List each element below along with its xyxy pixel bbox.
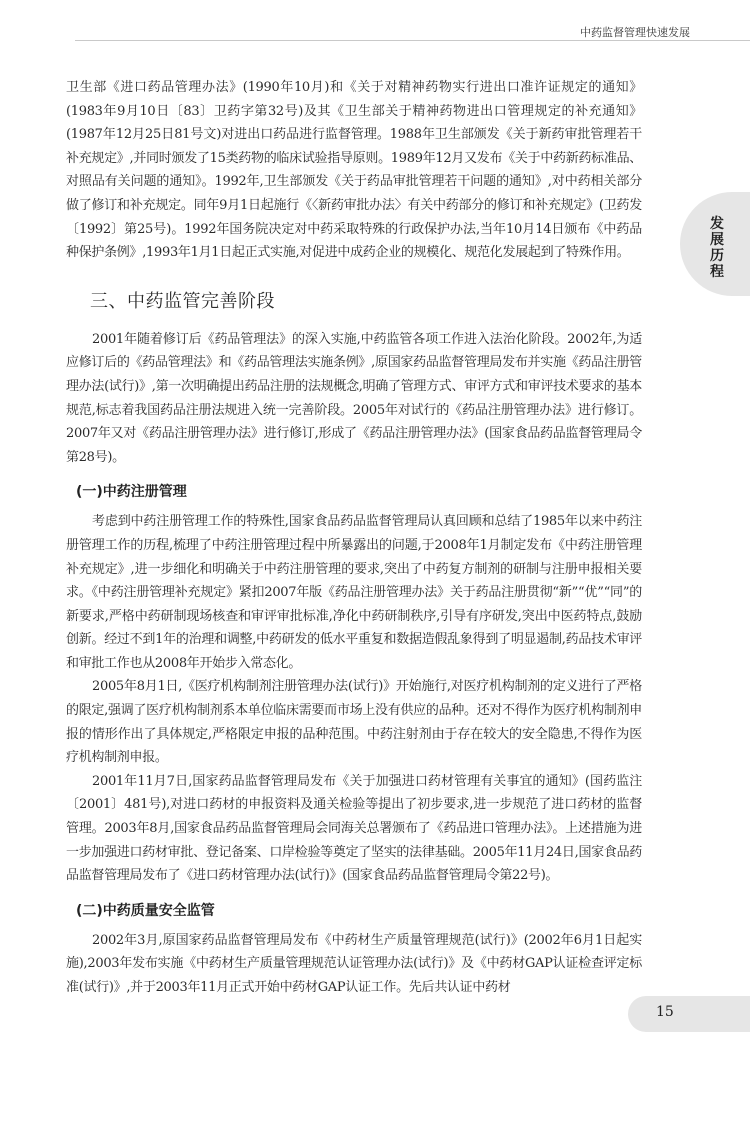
subsection-heading: (二)中药质量安全监管	[76, 902, 215, 919]
subsection-paragraph: 考虑到中药注册管理工作的特殊性,国家食品药品监督管理局认真回顾和总结了1985年以来中药注册管理工作的历程,梳理了中药注册管理过程中所暴露出的问题,于2008年1月制定发布《中药注册管理补充规定》,进一步细化和明确关于中药注册管理的要求,突出了中药复方制剂的研制与注册申报相关要求。《中药注册管理补充规定》紧扣2007年版《药品注册管理办法》关于药品注册贯彻“新”“优”“同”的新要求,严格中药研制现场核查和审评审批标准,净化中药研制秩序,引导有序研发,突出中医药特点,鼓励创新。经过不到1年的治理和调整,中药研发的低水平重复和数据造假乱象得到了明显遏制,药品技术审评和审批工作也从2008年开始步入常态化。	[66, 514, 642, 671]
chapter-side-tab-label: 发展历程	[710, 216, 724, 280]
chapter-side-tab	[680, 192, 750, 296]
subsection-paragraph: 2002年3月,原国家药品监督管理局发布《中药材生产质量管理规范(试行)》(2002年6月1日起实施),2003年发布实施《中药材生产质量管理规范认证管理办法(试行)》及《中药材GAP认证检查评定标准(试行)》,并于2003年11月正式开始中药材GAP认证工作。先后共认证中药材	[66, 932, 642, 995]
page-number: 15	[656, 1004, 674, 1020]
subsection-heading: (一)中药注册管理	[76, 484, 187, 501]
page-body	[66, 76, 642, 1000]
page-number-tab	[628, 996, 750, 1032]
section-paragraph: 2001年随着修订后《药品管理法》的深入实施,中药监管各项工作进入法治化阶段。2002年,为适应修订后的《药品管理法》和《药品管理法实施条例》,原国家药品监督管理局发布并实施《药品注册管理办法(试行)》,第一次明确提出药品注册的法规概念,明确了管理方式、审评方式和审评技术要求的基本规范,标志着我国药品注册法规进入统一完善阶段。2005年对试行的《药品注册管理办法》进行修订。2007年又对《药品注册管理办法》进行修订,形成了《药品注册管理办法》(国家食品药品监督管理局令第28号)。	[66, 331, 643, 465]
section-heading: 三、中药监管完善阶段	[90, 290, 275, 312]
running-header-title: 中药监督管理快速发展	[580, 26, 690, 39]
intro-paragraph: 卫生部《进口药品管理办法》(1990年10月)和《关于对精神药物实行进出口准许证规定的通知》(1983年9月10日〔83〕卫药字第32号)及其《卫生部关于精神药物进出口管理规定的补充通知》(1987年12月25日81号文)对进出口药品进行监督管理。1988年卫生部颁发《关于新药审批管理若干补充规定》,并同时颁发了15类药物的临床试验指导原则。1989年12月又发布《关于中药新药标准品、对照品有关问题的通知》。1992年,卫生部颁发《关于药品审批管理若干问题的通知》,对中药相关部分做了修订和补充规定。同年9月1日起施行《〈新药审批办法〉有关中药部分的修订和补充规定》(卫药发〔1992〕第25号)。1992年国务院决定对中药采取特殊的行政保护办法,当年10月14日颁布《中药品种保护条例》,1993年1月1日起正式实施,对促进中成药企业的规模化、规范化发展起到了特殊作用。	[66, 80, 642, 261]
subsection-paragraph: 2001年11月7日,国家药品监督管理局发布《关于加强进口药材管理有关事宜的通知》(国药监注〔2001〕481号),对进口药材的申报资料及通关检验等提出了初步要求,进一步规范了进口药材的监督管理。2003年8月,国家食品药品监督管理局会同海关总署颁布了《药品进口管理办法》。上述措施为进一步加强进口药材审批、登记备案、口岸检验等奠定了坚实的法律基础。2005年11月24日,国家食品药品监督管理局发布了《进口药材管理办法(试行)》(国家食品药品监督管理局令第22号)。	[66, 773, 642, 884]
subsection-paragraph: 2005年8月1日,《医疗机构制剂注册管理办法(试行)》开始施行,对医疗机构制剂的定义进行了严格的限定,强调了医疗机构制剂系本单位临床需要而市场上没有供应的品种。还对不得作为医疗机构制剂申报的情形作出了具体规定,严格限定申报的品种范围。中药注射剂由于存在较大的安全隐患,不得作为医疗机构制剂申报。	[66, 679, 642, 766]
header-rule	[75, 40, 750, 41]
